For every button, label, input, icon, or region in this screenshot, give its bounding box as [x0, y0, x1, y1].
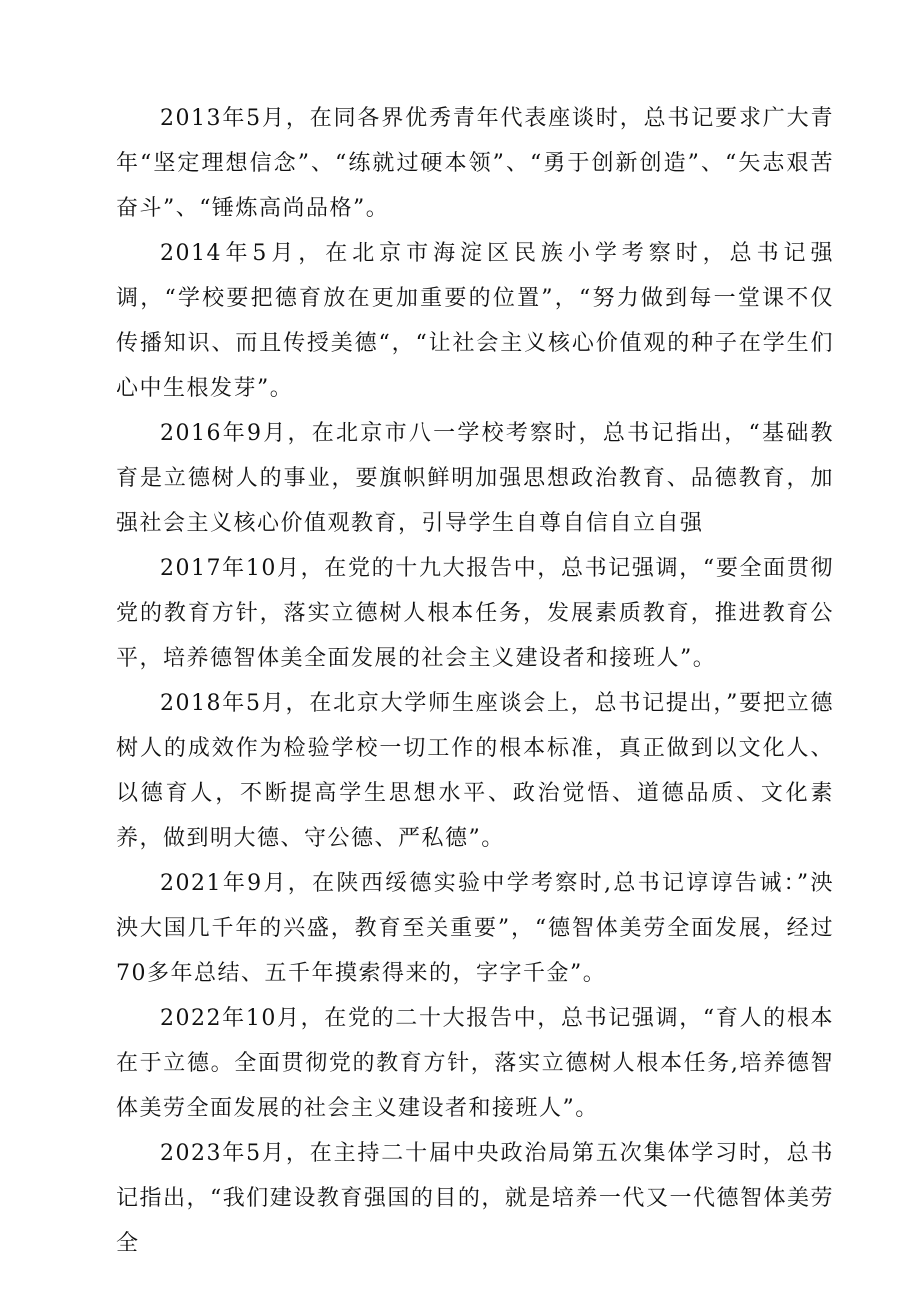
paragraph-2014: 2014年5月，在北京市海淀区民族小学考察时，总书记强调，“学校要把德育放在更加重要的位置”，“努力做到每一堂课不仅传播知识、而且传授美德“，“让社会主义核心价值观的种子在学生们心中生根发芽”。 — [116, 241, 834, 401]
paragraph-2018: 2018年5月，在北京大学师生座谈会上，总书记提出，”要把立德树人的成效作为检验学校一切工作的根本标准，真正做到以文化人、以德育人，不断提高学生思想水平、政治觉悟、道德品质、文化素养，做到明大德、守公德、严私德”。 — [116, 691, 834, 851]
paragraph-2013: 2013年5月，在同各界优秀青年代表座谈时，总书记要求广大青年“坚定理想信念”、“练就过硬本领”、“勇于创新创造”、“矢志艰苦奋斗”、“锤炼高尚品格”。 — [116, 106, 834, 221]
paragraph-2016: 2016年9月，在北京市八一学校考察时，总书记指出，“基础教育是立德树人的事业，要旗帜鲜明加强思想政治教育、品德教育，加强社会主义核心价值观教育，引导学生自尊自信自立自强 — [116, 421, 834, 536]
paragraph-2017: 2017年10月，在党的十九大报告中，总书记强调，“要全面贯彻党的教育方针，落实立德树人根本任务，发展素质教育，推进教育公平，培养德智体美全面发展的社会主义建设者和接班人”。 — [116, 556, 834, 671]
paragraph-2023: 2023年5月，在主持二十届中央政治局第五次集体学习时，总书记指出，“我们建设教育强国的目的，就是培养一代又一代德智体美劳全 — [116, 1141, 834, 1256]
paragraph-2022: 2022年10月，在党的二十大报告中，总书记强调，“育人的根本在于立德。全面贯彻党的教育方针，落实立德树人根本任务,培养德智体美劳全面发展的社会主义建设者和接班人”。 — [116, 1006, 834, 1121]
paragraph-2021: 2021年9月，在陕西绥德实验中学考察时,总书记谆谆告诫：”泱泱大国几千年的兴盛，教育至关重要”，“德智体美劳全面发展，经过70多年总结、五千年摸索得来的，字字千金”。 — [116, 871, 834, 986]
document-body — [116, 96, 834, 1266]
